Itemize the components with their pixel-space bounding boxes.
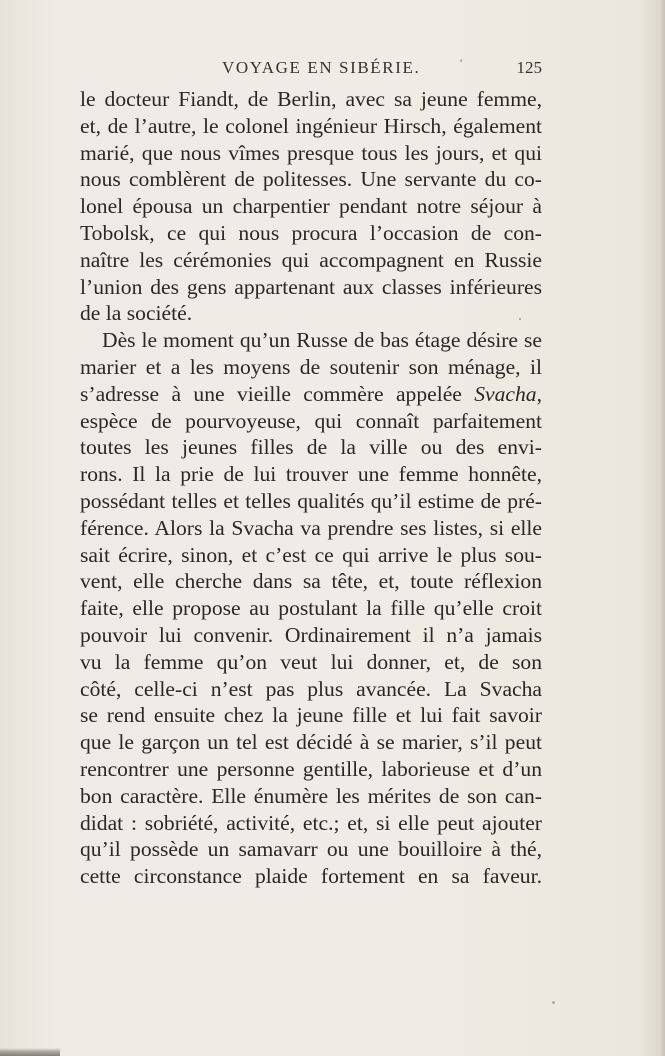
paper-speck xyxy=(552,1001,555,1004)
text-line: lonel épousa un charpentier pendant notre séjour à xyxy=(80,194,542,219)
text-line: toutes les jeunes filles de la ville ou des envi- xyxy=(80,435,542,460)
text-line: faite, elle propose au postulant la fille qu’elle croit xyxy=(80,596,542,621)
print-mark: ' xyxy=(460,56,463,70)
text-line: que le garçon un tel est décidé à se marier, s’il peut xyxy=(80,730,542,755)
page-edge xyxy=(661,0,665,1056)
italic-term: Svacha xyxy=(474,381,537,406)
text-line: Dès le moment qu’un Russe de bas étage désire se xyxy=(102,328,542,353)
text-line: marier et a les moyens de soutenir son ménage, il xyxy=(80,354,542,379)
text-line: pouvoir lui convenir. Ordinairement il n’a jamais xyxy=(80,622,542,647)
text-line: de la société. xyxy=(80,301,193,326)
text-line: rons. Il la prie de lui trouver une femme honnête, xyxy=(80,462,542,487)
text-line: l’union des gens appartenant aux classes inférieures xyxy=(80,274,542,299)
text-line: marié, que nous vîmes presque tous les jours, et qui xyxy=(80,140,542,165)
body-text xyxy=(80,86,542,890)
text-line: qu’il possède un samavarr ou une bouilloire à thé, xyxy=(80,837,542,862)
text-line: rencontrer une personne gentille, laborieuse et d’un xyxy=(80,756,542,781)
text-line: se rend ensuite chez la jeune fille et lui fait savoir xyxy=(80,703,542,728)
text-line: côté, celle-ci n’est pas plus avancée. La Svacha xyxy=(80,676,542,701)
text-line-with-italic xyxy=(80,381,542,408)
text-line: didat : sobriété, activité, etc.; et, si elle peut ajouter xyxy=(80,810,542,835)
running-title: VOYAGE EN SIBÉRIE. xyxy=(222,58,421,77)
page-shadow xyxy=(0,1048,60,1056)
page-header xyxy=(80,58,542,84)
text-fragment: , xyxy=(536,381,542,406)
text-line: le docteur Fiandt, de Berlin, avec sa jeune femme, xyxy=(80,87,542,111)
text-line: naître les cérémonies qui accompagnent en Russie xyxy=(80,247,542,272)
text-line: Tobolsk, ce qui nous procura l’occasion de con- xyxy=(80,220,542,245)
paper-speck xyxy=(519,318,521,320)
text-line: bon caractère. Elle énumère les mérites de son can- xyxy=(80,783,542,808)
text-line: vent, elle cherche dans sa tête, et, toute réflexion xyxy=(80,569,542,594)
text-line: possédant telles et telles qualités qu’il estime de pré- xyxy=(80,488,542,513)
page-number: 125 xyxy=(516,58,542,77)
text-line: sait écrire, sinon, et c’est ce qui arrive le plus sou- xyxy=(80,542,542,567)
text-line: et, de l’autre, le colonel ingénieur Hirsch, également xyxy=(80,113,542,138)
text-line: espèce de pourvoyeuse, qui connaît parfaitement xyxy=(80,408,542,433)
text-line: férence. Alors la Svacha va prendre ses listes, si elle xyxy=(80,515,542,540)
text-line: cette circonstance plaide fortement en sa faveur. xyxy=(80,864,542,889)
text-line: vu la femme qu’on veut lui donner, et, de son xyxy=(80,649,542,674)
text-line: nous comblèrent de politesses. Une servante du co- xyxy=(80,167,542,192)
text-fragment: s’adresse à une vieille commère appelée xyxy=(80,381,475,406)
